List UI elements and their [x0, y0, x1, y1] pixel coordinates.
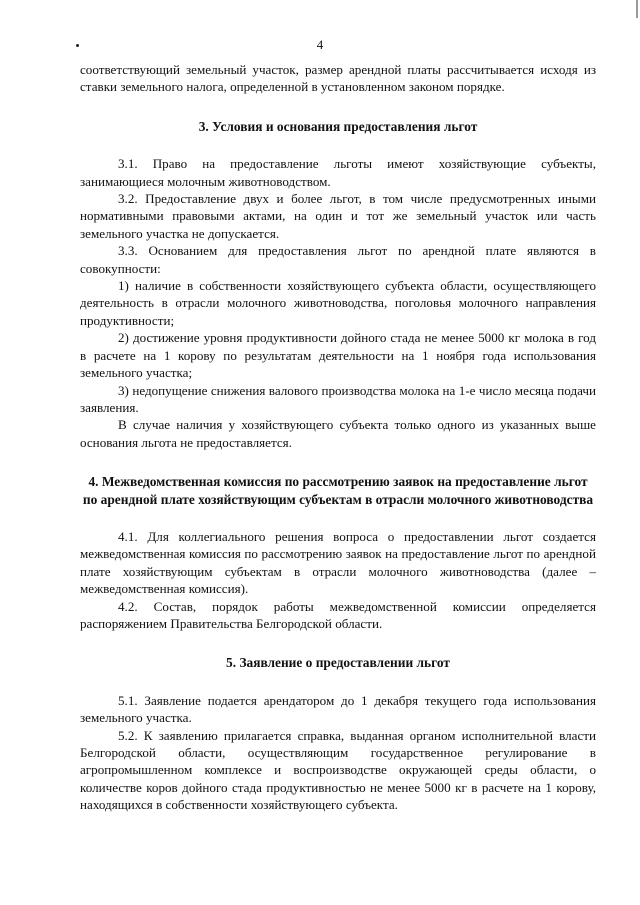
paragraph-3-2: 3.2. Предоставление двух и более льгот, в том числе предусмотренных иными нормативными правовыми актами, на один и тот же земельный участок или часть земельного участка не допускается.	[80, 191, 596, 241]
paragraph-3-3-item-1: 1) наличие в собственности хозяйствующего субъекта области, осуществляющего деятельность в отрасли молочного животноводства, поголовья молочного направления продуктивности;	[80, 278, 596, 328]
section-5-body	[80, 692, 596, 814]
scan-edge-mark	[636, 0, 638, 18]
section-3-body	[80, 155, 596, 451]
paragraph-5-1: 5.1. Заявление подается арендатором до 1 декабря текущего года использования земельного участка.	[80, 692, 596, 726]
paragraph-3-1: 3.1. Право на предоставление льготы имеют хозяйствующие субъекты, занимающиеся молочным животноводством.	[80, 156, 596, 189]
intro-paragraph: соответствующий земельный участок, размер арендной платы рассчитывается исходя из ставки земельного налога, определенной в установленном законом порядке.	[80, 62, 596, 95]
paragraph-3-note: В случае наличия у хозяйствующего субъекта только одного из указанных выше основания льгота не предоставляется.	[80, 417, 596, 450]
paragraph-3-3-item-2: 2) достижение уровня продуктивности дойного стада не менее 5000 кг молока в год в расчете на 1 корову по результатам деятельности на 1 ноября года использования земельного участка;	[80, 330, 596, 381]
section-3-title: 3. Условия и основания предоставления льгот	[198, 118, 478, 134]
section-4-body	[80, 528, 596, 632]
document-body	[80, 61, 596, 814]
paragraph-3-3-item-3: 3) недопущение снижения валового производства молока на 1-е число месяца подачи заявления.	[80, 382, 596, 415]
paragraph-3-3: 3.3. Основанием для предоставления льгот по арендной плате являются в совокупности:	[80, 243, 596, 276]
page-number: 4	[316, 37, 324, 52]
paragraph-4-1: 4.1. Для коллегиального решения вопроса о предоставлении льгот создается межведомственная комиссия по рассмотрению заявок на предоставление льгот по арендной плате хозяйствующим субъектам в отрасли молочного животноводства (далее – межведомственная комиссия).	[80, 528, 596, 597]
section-5-title: 5. Заявление о предоставлении льгот	[226, 655, 450, 671]
paragraph-5-2: 5.2. К заявлению прилагается справка, выданная органом исполнительной власти Белгородской области, осуществляющим государственное регулирование в агропромышленном комплексе и воспроизводстве окружающей среды области, о количестве коров дойного стада продуктивностью не менее 5000 кг в расчете на 1 корову, находящихся в собственности хозяйствующего субъекта.	[80, 727, 596, 813]
section-4-title: 4. Межведомственная комиссия по рассмотрению заявок на предоставление льгот по арендной плате хозяйствующим субъектам в отрасли молочного животноводства	[82, 474, 594, 507]
paragraph-4-2: 4.2. Состав, порядок работы межведомственной комиссии определяется распоряжением Правительства Белгородской области.	[80, 598, 596, 631]
